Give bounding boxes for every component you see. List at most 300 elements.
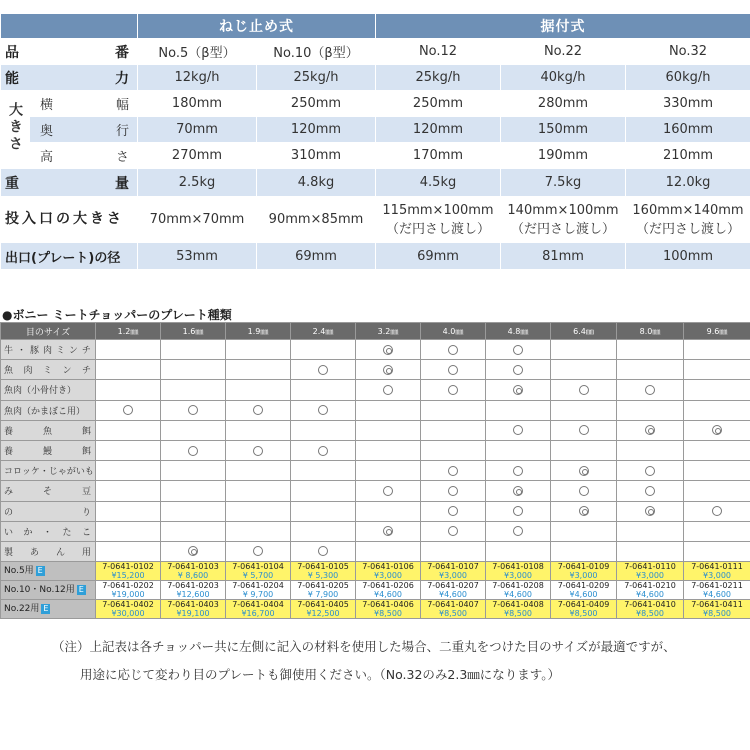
mark-cell: [161, 541, 226, 561]
part-price: ¥ 5,700: [242, 571, 274, 581]
material-label-part: 魚肉（小骨付き）: [4, 386, 77, 397]
weight-cell: 4.5kg: [376, 169, 501, 197]
mark-cell: [356, 521, 421, 541]
part-number: 7-0641-0204: [232, 581, 284, 591]
circle-icon: [448, 466, 458, 476]
circle-icon: [188, 446, 198, 456]
label-outlet: 出口(プレート)の径: [1, 243, 138, 270]
circle-icon: [513, 506, 523, 516]
part-cell: [617, 562, 684, 581]
part-number: 7-0641-0403: [167, 600, 219, 610]
circle-icon: [318, 365, 328, 375]
part-price: ¥4,600: [703, 590, 731, 600]
circle-icon: [513, 466, 523, 476]
part-price: ¥19,100: [176, 609, 210, 619]
part-cell: [96, 600, 161, 619]
part-row-label-text: No.22用: [4, 604, 40, 615]
part-number: 7-0641-0105: [297, 562, 349, 572]
part-cell: [684, 581, 750, 600]
part-price: ¥3,000: [504, 571, 532, 581]
size-header-cell: 8.0㎜: [617, 323, 684, 340]
depth-cell: 150mm: [501, 117, 626, 143]
mark-cell: [96, 461, 161, 481]
part-cell: [96, 562, 161, 581]
mark-cell: [551, 521, 617, 541]
part-price: ¥3,000: [636, 571, 664, 581]
part-number: 7-0641-0207: [427, 581, 479, 591]
double-circle-icon: [513, 385, 523, 395]
mark-cell: [356, 461, 421, 481]
part-number: 7-0641-0103: [167, 562, 219, 572]
mark-cell: [226, 461, 291, 481]
mark-cell: [226, 420, 291, 440]
label-noryoku-1: 能: [5, 70, 19, 87]
size-header-cell: 3.2㎜: [356, 323, 421, 340]
label-hinban-1: 品: [5, 44, 19, 61]
outlet-cell: 53mm: [138, 243, 257, 270]
part-price: ¥8,500: [374, 609, 402, 619]
label-yoko-2: 幅: [115, 98, 129, 113]
material-label-part: ・: [42, 527, 52, 538]
mark-cell: [551, 360, 617, 380]
height-cell: 190mm: [501, 143, 626, 169]
part-number: 7-0641-0102: [102, 562, 154, 572]
mark-cell: [96, 541, 161, 561]
part-price: ¥4,600: [636, 590, 664, 600]
note-line-2: 用途に応じて変わり目のプレートも御使用ください。（No.32のみ2.3㎜になります。）: [80, 667, 561, 682]
material-label-part: チ: [81, 346, 91, 357]
model-cell: No.22: [501, 39, 626, 65]
spec-row-depth: [1, 117, 750, 143]
part-cell: [356, 600, 421, 619]
height-cell: 270mm: [138, 143, 257, 169]
circle-icon: [513, 365, 523, 375]
circle-icon: [253, 405, 263, 415]
part-price: ¥3,000: [569, 571, 598, 581]
circle-icon: [318, 405, 328, 415]
size-header: 目のサイズ: [1, 323, 96, 340]
circle-icon: [318, 546, 328, 556]
part-price: ¥ 8,600: [177, 571, 209, 581]
mark-cell: [684, 541, 750, 561]
part-number: 7-0641-0109: [557, 562, 610, 572]
material-row: [1, 541, 750, 561]
material-label-part: そ: [42, 487, 52, 498]
mark-cell: [226, 521, 291, 541]
capacity-cell: 60kg/h: [626, 65, 750, 91]
mark-cell: [356, 501, 421, 521]
part-cell: [291, 562, 356, 581]
mark-cell: [226, 501, 291, 521]
part-cell: [486, 581, 551, 600]
material-label: [1, 521, 96, 541]
label-juryo-1: 重: [5, 175, 19, 192]
mark-cell: [291, 340, 356, 360]
material-row: [1, 440, 750, 460]
mark-cell: [356, 440, 421, 460]
mark-cell: [486, 501, 551, 521]
part-cell: [486, 562, 551, 581]
double-circle-icon: [645, 506, 655, 516]
mark-cell: [161, 440, 226, 460]
part-price: ¥ 5,300: [307, 571, 339, 581]
plate-table: [0, 322, 750, 619]
part-price: ¥3,000: [703, 571, 731, 581]
part-number: 7-0641-0405: [297, 600, 349, 610]
part-number: 7-0641-0406: [362, 600, 414, 610]
part-number: 7-0641-0411: [691, 600, 743, 610]
mark-cell: [356, 360, 421, 380]
part-number: 7-0641-0408: [492, 600, 544, 610]
part-price: ¥3,000: [374, 571, 402, 581]
circle-icon: [448, 345, 458, 355]
material-label-part: 豆: [81, 487, 91, 498]
mark-cell: [486, 541, 551, 561]
material-row: [1, 400, 750, 420]
part-price: ¥19,000: [111, 590, 145, 600]
mark-cell: [226, 360, 291, 380]
material-label: [1, 440, 96, 460]
material-label-part: 餌: [81, 447, 91, 458]
part-number: 7-0641-0104: [232, 562, 284, 572]
part-price: ¥30,000: [111, 609, 145, 619]
size-group-label: 大きさ: [1, 91, 30, 169]
mark-cell: [421, 380, 486, 400]
mark-cell: [96, 360, 161, 380]
part-number: 7-0641-0106: [362, 562, 414, 572]
part-price: ¥4,600: [569, 590, 598, 600]
e-badge-icon: E: [78, 585, 84, 595]
mark-cell: [421, 501, 486, 521]
material-label: [1, 501, 96, 521]
mark-cell: [96, 340, 161, 360]
part-cell: [617, 600, 684, 619]
size-header-cell: 1.2㎜: [96, 323, 161, 340]
circle-icon: [513, 425, 523, 435]
part-number-row: [1, 600, 750, 619]
part-cell: [684, 562, 750, 581]
material-label-part: ん: [55, 547, 65, 558]
mark-cell: [551, 501, 617, 521]
material-label-part: こ: [81, 527, 91, 538]
double-circle-icon: [579, 466, 589, 476]
part-price: ¥4,600: [504, 590, 532, 600]
double-circle-icon: [513, 486, 523, 496]
part-cell: [291, 581, 356, 600]
part-number: 7-0641-0409: [557, 600, 610, 610]
mark-cell: [356, 340, 421, 360]
part-number: 7-0641-0208: [492, 581, 544, 591]
part-number: 7-0641-0206: [362, 581, 414, 591]
mark-cell: [551, 440, 617, 460]
weight-cell: 7.5kg: [501, 169, 626, 197]
part-cell: [356, 581, 421, 600]
circle-icon: [645, 486, 655, 496]
label-noryoku-2: 力: [115, 70, 129, 87]
double-circle-icon: [579, 506, 589, 516]
material-label-part: 肉: [23, 366, 33, 377]
material-label-part: 魚: [42, 426, 52, 437]
circle-icon: [513, 526, 523, 536]
mark-cell: [551, 461, 617, 481]
outlet-cell: 69mm: [376, 243, 501, 270]
part-cell: [551, 600, 617, 619]
label-oku-1: 奥: [40, 124, 54, 139]
capacity-cell: 25kg/h: [376, 65, 501, 91]
part-cell: [226, 581, 291, 600]
mark-cell: [421, 400, 486, 420]
height-cell: 170mm: [376, 143, 501, 169]
mark-cell: [291, 541, 356, 561]
corner-cell: [1, 14, 138, 39]
material-label-part: た: [62, 527, 72, 538]
mark-cell: [486, 380, 551, 400]
material-row: [1, 380, 750, 400]
mark-cell: [161, 360, 226, 380]
material-row: [1, 340, 750, 360]
width-cell: 250mm: [376, 91, 501, 117]
material-label-part: 肉: [42, 346, 52, 357]
mark-cell: [96, 521, 161, 541]
depth-cell: 70mm: [138, 117, 257, 143]
depth-cell: 120mm: [376, 117, 501, 143]
label-yoko-1: 横: [40, 98, 54, 113]
mark-cell: [291, 440, 356, 460]
part-number: 7-0641-0210: [624, 581, 676, 591]
mark-cell: [684, 521, 750, 541]
mark-cell: [356, 541, 421, 561]
material-label-part: の: [4, 507, 14, 518]
material-label-part: 豚: [29, 346, 39, 357]
part-price: ¥12,500: [306, 609, 340, 619]
circle-icon: [448, 365, 458, 375]
part-price: ¥8,500: [569, 609, 598, 619]
part-cell: [421, 581, 486, 600]
circle-icon: [383, 385, 393, 395]
part-cell: [421, 562, 486, 581]
part-price: ¥15,200: [111, 571, 145, 581]
part-price: ¥8,500: [504, 609, 532, 619]
mark-cell: [291, 521, 356, 541]
part-row-label-text: No.5用: [4, 566, 34, 577]
material-label-part: ミ: [55, 346, 65, 357]
material-label-part: あ: [29, 547, 39, 558]
material-row: [1, 360, 750, 380]
mark-cell: [226, 541, 291, 561]
mark-cell: [291, 360, 356, 380]
mark-cell: [96, 420, 161, 440]
part-number-row: [1, 562, 750, 581]
spec-row-inlet: [1, 197, 750, 243]
circle-icon: [579, 385, 589, 395]
double-circle-icon: [645, 425, 655, 435]
plate-section-title: ●ボニー ミートチョッパーのプレート種類: [2, 308, 232, 322]
height-cell: 210mm: [626, 143, 750, 169]
part-cell: [421, 600, 486, 619]
part-price: ¥3,000: [439, 571, 467, 581]
model-cell: No.12: [376, 39, 501, 65]
weight-cell: 4.8kg: [257, 169, 376, 197]
material-label-part: 製: [4, 547, 14, 558]
circle-icon: [579, 486, 589, 496]
mark-cell: [161, 501, 226, 521]
mark-cell: [356, 380, 421, 400]
mark-cell: [684, 340, 750, 360]
circle-icon: [645, 466, 655, 476]
part-cell: [226, 600, 291, 619]
inlet-cell: 70mm×70mm: [138, 197, 257, 243]
mark-cell: [356, 400, 421, 420]
circle-icon: [448, 385, 458, 395]
size-header-cell: 1.9㎜: [226, 323, 291, 340]
part-row-label: [1, 562, 96, 581]
material-label: [1, 340, 96, 360]
model-cell: No.5（β型）: [138, 39, 257, 65]
material-label: [1, 481, 96, 501]
outlet-cell: 69mm: [257, 243, 376, 270]
mark-cell: [486, 340, 551, 360]
material-row: [1, 461, 750, 481]
spec-row-width: [1, 91, 750, 117]
part-price: ¥4,600: [374, 590, 402, 600]
material-label: [1, 461, 96, 481]
part-cell: [551, 581, 617, 600]
part-number: 7-0641-0404: [232, 600, 284, 610]
material-label-part: り: [81, 507, 91, 518]
mark-cell: [161, 340, 226, 360]
size-header-cell: 4.0㎜: [421, 323, 486, 340]
part-number: 7-0641-0203: [167, 581, 219, 591]
mark-cell: [356, 420, 421, 440]
part-cell: [291, 600, 356, 619]
circle-icon: [383, 486, 393, 496]
mark-cell: [421, 521, 486, 541]
label-tonyuguchi: 投入口の大きさ: [1, 197, 138, 243]
double-circle-icon: [383, 345, 393, 355]
mark-cell: [486, 481, 551, 501]
mark-cell: [617, 501, 684, 521]
mark-cell: [486, 420, 551, 440]
mark-cell: [617, 420, 684, 440]
spec-row-model: [1, 39, 750, 65]
double-circle-icon: [383, 526, 393, 536]
circle-icon: [448, 506, 458, 516]
material-row: [1, 521, 750, 541]
part-number: 7-0641-0202: [102, 581, 154, 591]
mark-cell: [551, 420, 617, 440]
mark-cell: [551, 380, 617, 400]
part-price: ¥ 9,700: [242, 590, 274, 600]
circle-icon: [253, 546, 263, 556]
mark-cell: [617, 360, 684, 380]
mark-cell: [291, 501, 356, 521]
outlet-cell: 81mm: [501, 243, 626, 270]
spec-row-capacity: [1, 65, 750, 91]
material-label-part: 用: [81, 547, 91, 558]
mark-cell: [617, 461, 684, 481]
part-cell: [161, 600, 226, 619]
part-cell: [551, 562, 617, 581]
part-cell: [486, 600, 551, 619]
mark-cell: [486, 461, 551, 481]
label-taka-1: 高: [40, 150, 54, 165]
part-cell: [161, 562, 226, 581]
mark-cell: [486, 360, 551, 380]
mark-cell: [356, 481, 421, 501]
mark-cell: [684, 420, 750, 440]
size-header-cell: 6.4㎜: [551, 323, 617, 340]
group-header-screw: ねじ止め式: [138, 14, 376, 39]
material-label-part: コロッケ・じゃがいも: [4, 467, 94, 478]
material-label-part: チ: [81, 366, 91, 377]
material-label-part: か: [23, 527, 33, 538]
mark-cell: [421, 340, 486, 360]
mark-cell: [291, 481, 356, 501]
mark-cell: [617, 541, 684, 561]
mark-cell: [226, 380, 291, 400]
mark-cell: [226, 340, 291, 360]
material-label-part: 魚: [4, 366, 14, 377]
mark-cell: [684, 481, 750, 501]
part-number: 7-0641-0108: [492, 562, 544, 572]
part-cell: [161, 581, 226, 600]
inlet-cell: 90mm×85mm: [257, 197, 376, 243]
circle-icon: [188, 405, 198, 415]
material-label: [1, 380, 96, 400]
material-label-part: 餌: [81, 426, 91, 437]
part-price: ¥16,700: [241, 609, 275, 619]
circle-icon: [318, 446, 328, 456]
circle-icon: [513, 345, 523, 355]
width-cell: 280mm: [501, 91, 626, 117]
mark-cell: [226, 481, 291, 501]
mark-cell: [421, 461, 486, 481]
circle-icon: [448, 526, 458, 536]
mark-cell: [551, 541, 617, 561]
mark-cell: [291, 461, 356, 481]
model-cell: No.10（β型）: [257, 39, 376, 65]
width-cell: 250mm: [257, 91, 376, 117]
mark-cell: [291, 380, 356, 400]
mark-cell: [421, 440, 486, 460]
mark-cell: [551, 481, 617, 501]
mark-cell: [96, 440, 161, 460]
inlet-cell: 160mm×140mm （だ円さし渡し）: [626, 197, 750, 243]
material-row: [1, 481, 750, 501]
mark-cell: [226, 400, 291, 420]
mark-cell: [421, 420, 486, 440]
material-row: [1, 501, 750, 521]
mark-cell: [96, 400, 161, 420]
part-price: ¥8,500: [636, 609, 664, 619]
depth-cell: 160mm: [626, 117, 750, 143]
mark-cell: [617, 400, 684, 420]
part-number: 7-0641-0407: [427, 600, 479, 610]
size-header-cell: 1.6㎜: [161, 323, 226, 340]
material-label-part: み: [4, 487, 14, 498]
part-row-label: [1, 600, 96, 619]
part-number: 7-0641-0107: [427, 562, 479, 572]
mark-cell: [617, 340, 684, 360]
double-circle-icon: [712, 425, 722, 435]
circle-icon: [123, 405, 133, 415]
circle-icon: [645, 385, 655, 395]
spec-row-outlet: [1, 243, 750, 270]
material-label-part: 鰻: [42, 447, 52, 458]
inlet-cell: 115mm×100mm （だ円さし渡し）: [376, 197, 501, 243]
mark-cell: [161, 481, 226, 501]
mark-cell: [96, 481, 161, 501]
